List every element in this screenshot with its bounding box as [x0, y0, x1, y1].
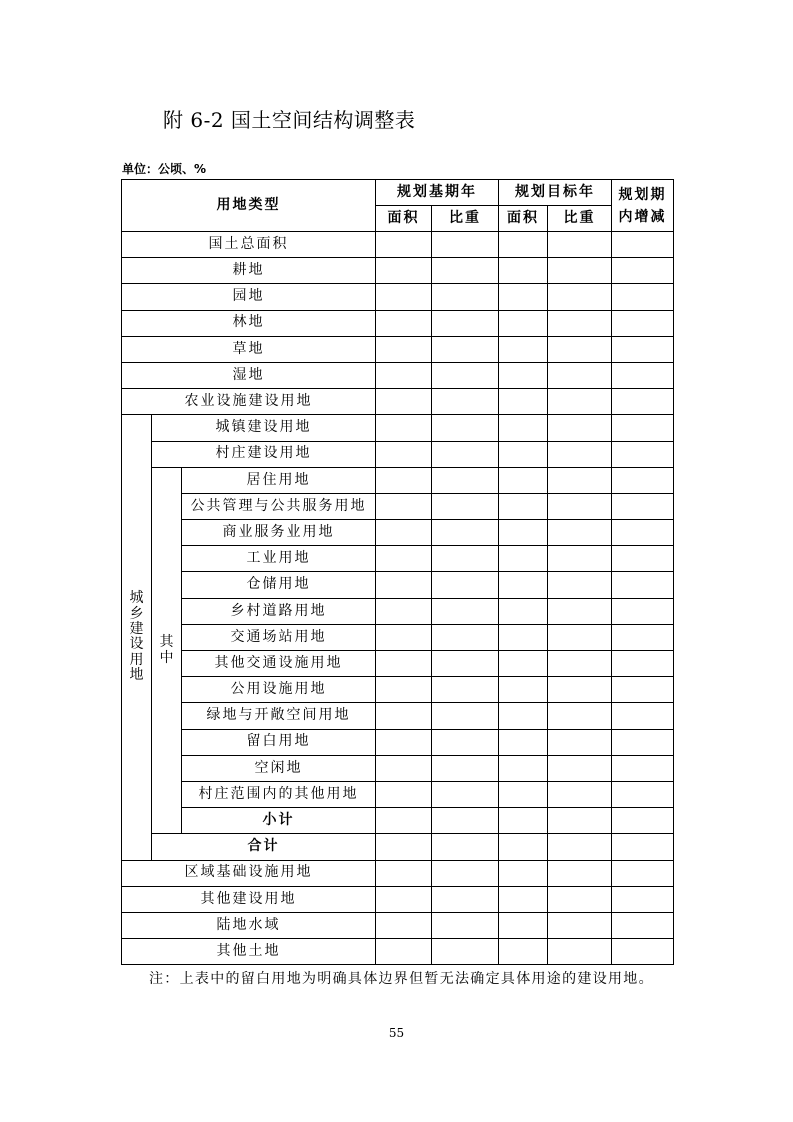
- value-cell: [499, 520, 548, 546]
- header-change-line1: 规划期: [618, 186, 667, 203]
- value-cell: [376, 441, 432, 467]
- header-target-ratio: 比重: [548, 206, 612, 232]
- value-cell: [432, 415, 499, 441]
- value-cell: [548, 651, 612, 677]
- value-cell: [612, 755, 674, 781]
- value-cell: [376, 336, 432, 362]
- value-cell: [376, 520, 432, 546]
- value-cell: [548, 598, 612, 624]
- value-cell: [376, 493, 432, 519]
- value-cell: [499, 651, 548, 677]
- value-cell: [432, 232, 499, 258]
- vertical-group-label: [122, 415, 152, 860]
- land-type-label: 国土总面积: [122, 232, 376, 258]
- table-row: [122, 729, 674, 755]
- value-cell: [376, 389, 432, 415]
- value-cell: [432, 781, 499, 807]
- value-cell: [432, 389, 499, 415]
- land-structure-table: [121, 179, 674, 965]
- land-type-label: 陆地水域: [122, 912, 376, 938]
- land-type-label: 耕地: [122, 258, 376, 284]
- value-cell: [499, 755, 548, 781]
- land-type-label: 留白用地: [182, 729, 376, 755]
- value-cell: [432, 624, 499, 650]
- value-cell: [548, 389, 612, 415]
- value-cell: [612, 624, 674, 650]
- value-cell: [612, 886, 674, 912]
- value-cell: [432, 912, 499, 938]
- value-cell: [376, 860, 432, 886]
- value-cell: [499, 232, 548, 258]
- value-cell: [432, 284, 499, 310]
- value-cell: [548, 624, 612, 650]
- table-row: [122, 284, 674, 310]
- land-type-label: 工业用地: [182, 546, 376, 572]
- value-cell: [376, 624, 432, 650]
- land-type-label: 小计: [182, 808, 376, 834]
- vertical-group-label: [152, 467, 182, 834]
- value-cell: [548, 362, 612, 388]
- table-row: [122, 232, 674, 258]
- value-cell: [376, 939, 432, 965]
- land-type-label: 商业服务业用地: [182, 520, 376, 546]
- value-cell: [499, 389, 548, 415]
- value-cell: [376, 781, 432, 807]
- land-type-label: 林地: [122, 310, 376, 336]
- table-row: [122, 572, 674, 598]
- value-cell: [432, 493, 499, 519]
- value-cell: [499, 258, 548, 284]
- value-cell: [376, 677, 432, 703]
- table-row: [122, 677, 674, 703]
- value-cell: [548, 232, 612, 258]
- land-type-label: 公共管理与公共服务用地: [182, 493, 376, 519]
- table-row: [122, 939, 674, 965]
- value-cell: [376, 415, 432, 441]
- value-cell: [376, 310, 432, 336]
- value-cell: [499, 572, 548, 598]
- table-row: [122, 336, 674, 362]
- header-row-1: [122, 180, 674, 206]
- table-note: 注：上表中的留白用地为明确具体边界但暂无法确定具体用途的建设用地。: [149, 971, 654, 987]
- value-cell: [612, 808, 674, 834]
- value-cell: [432, 703, 499, 729]
- value-cell: [376, 598, 432, 624]
- land-type-label: 村庄建设用地: [152, 441, 376, 467]
- value-cell: [612, 415, 674, 441]
- value-cell: [376, 362, 432, 388]
- value-cell: [432, 441, 499, 467]
- value-cell: [432, 310, 499, 336]
- land-type-label: 村庄范围内的其他用地: [182, 781, 376, 807]
- value-cell: [499, 860, 548, 886]
- page-number: 55: [388, 1026, 405, 1040]
- value-cell: [612, 912, 674, 938]
- value-cell: [548, 284, 612, 310]
- value-cell: [432, 572, 499, 598]
- value-cell: [376, 572, 432, 598]
- value-cell: [548, 493, 612, 519]
- value-cell: [548, 808, 612, 834]
- land-type-label: 合计: [152, 834, 376, 860]
- table-row: [122, 808, 674, 834]
- value-cell: [548, 546, 612, 572]
- value-cell: [548, 310, 612, 336]
- table-row: [122, 520, 674, 546]
- header-target-area: 面积: [499, 206, 548, 232]
- value-cell: [432, 336, 499, 362]
- value-cell: [499, 729, 548, 755]
- value-cell: [499, 336, 548, 362]
- value-cell: [612, 834, 674, 860]
- value-cell: [499, 912, 548, 938]
- value-cell: [499, 467, 548, 493]
- header-target-year: 规划目标年: [499, 180, 612, 206]
- table-row: [122, 912, 674, 938]
- page-title: 附 6-2 国土空间结构调整表: [163, 108, 416, 132]
- vertical-group-text: 城乡建设用地: [129, 590, 144, 684]
- value-cell: [432, 258, 499, 284]
- value-cell: [499, 886, 548, 912]
- value-cell: [548, 415, 612, 441]
- value-cell: [432, 362, 499, 388]
- value-cell: [499, 362, 548, 388]
- value-cell: [548, 336, 612, 362]
- value-cell: [612, 781, 674, 807]
- value-cell: [548, 860, 612, 886]
- value-cell: [612, 258, 674, 284]
- header-base-year: 规划基期年: [376, 180, 499, 206]
- table-row: [122, 703, 674, 729]
- table-row: [122, 362, 674, 388]
- header-change-line2: 内增减: [618, 208, 667, 225]
- value-cell: [376, 467, 432, 493]
- header-base-area: 面积: [376, 206, 432, 232]
- value-cell: [612, 598, 674, 624]
- land-type-label: 公用设施用地: [182, 677, 376, 703]
- value-cell: [548, 834, 612, 860]
- value-cell: [376, 232, 432, 258]
- land-type-label: 城镇建设用地: [152, 415, 376, 441]
- value-cell: [499, 415, 548, 441]
- value-cell: [499, 310, 548, 336]
- value-cell: [432, 755, 499, 781]
- value-cell: [432, 677, 499, 703]
- value-cell: [432, 651, 499, 677]
- value-cell: [376, 808, 432, 834]
- value-cell: [612, 939, 674, 965]
- table-row: [122, 310, 674, 336]
- value-cell: [376, 755, 432, 781]
- value-cell: [612, 232, 674, 258]
- land-type-label: 乡村道路用地: [182, 598, 376, 624]
- table-row: [122, 781, 674, 807]
- value-cell: [376, 284, 432, 310]
- value-cell: [548, 781, 612, 807]
- table-row: [122, 493, 674, 519]
- value-cell: [432, 729, 499, 755]
- value-cell: [499, 808, 548, 834]
- land-type-label: 空闲地: [182, 755, 376, 781]
- land-type-label: 交通场站用地: [182, 624, 376, 650]
- table-row: [122, 546, 674, 572]
- value-cell: [376, 703, 432, 729]
- value-cell: [548, 729, 612, 755]
- land-type-label: 湿地: [122, 362, 376, 388]
- value-cell: [499, 493, 548, 519]
- value-cell: [612, 310, 674, 336]
- value-cell: [612, 677, 674, 703]
- land-type-label: 绿地与开敞空间用地: [182, 703, 376, 729]
- land-type-label: 居住用地: [182, 467, 376, 493]
- value-cell: [548, 467, 612, 493]
- value-cell: [548, 703, 612, 729]
- value-cell: [612, 284, 674, 310]
- land-type-label: 其他建设用地: [122, 886, 376, 912]
- value-cell: [612, 520, 674, 546]
- value-cell: [612, 493, 674, 519]
- value-cell: [612, 441, 674, 467]
- table-row: [122, 441, 674, 467]
- value-cell: [612, 651, 674, 677]
- value-cell: [499, 781, 548, 807]
- value-cell: [432, 834, 499, 860]
- value-cell: [612, 546, 674, 572]
- value-cell: [432, 467, 499, 493]
- value-cell: [612, 860, 674, 886]
- value-cell: [612, 729, 674, 755]
- value-cell: [548, 441, 612, 467]
- table-row: [122, 651, 674, 677]
- value-cell: [548, 939, 612, 965]
- value-cell: [432, 520, 499, 546]
- value-cell: [548, 572, 612, 598]
- header-land-type: 用地类型: [122, 180, 376, 232]
- table-row: [122, 258, 674, 284]
- land-type-label: 园地: [122, 284, 376, 310]
- land-type-label: 其他土地: [122, 939, 376, 965]
- value-cell: [376, 258, 432, 284]
- header-base-ratio: 比重: [432, 206, 499, 232]
- value-cell: [548, 886, 612, 912]
- table-row: [122, 598, 674, 624]
- value-cell: [499, 598, 548, 624]
- land-type-label: 草地: [122, 336, 376, 362]
- value-cell: [499, 624, 548, 650]
- value-cell: [499, 546, 548, 572]
- table-row: [122, 624, 674, 650]
- table-row: [122, 389, 674, 415]
- value-cell: [612, 703, 674, 729]
- header-change: [612, 180, 674, 232]
- value-cell: [548, 912, 612, 938]
- value-cell: [612, 362, 674, 388]
- value-cell: [548, 258, 612, 284]
- table-row: [122, 755, 674, 781]
- land-type-label: 其他交通设施用地: [182, 651, 376, 677]
- value-cell: [376, 546, 432, 572]
- value-cell: [499, 677, 548, 703]
- value-cell: [499, 834, 548, 860]
- value-cell: [499, 703, 548, 729]
- value-cell: [432, 939, 499, 965]
- value-cell: [376, 886, 432, 912]
- value-cell: [432, 598, 499, 624]
- value-cell: [499, 284, 548, 310]
- value-cell: [499, 441, 548, 467]
- value-cell: [612, 572, 674, 598]
- value-cell: [432, 886, 499, 912]
- land-type-label: 农业设施建设用地: [122, 389, 376, 415]
- value-cell: [612, 336, 674, 362]
- value-cell: [376, 912, 432, 938]
- value-cell: [612, 467, 674, 493]
- land-type-label: 仓储用地: [182, 572, 376, 598]
- table-row: [122, 860, 674, 886]
- vertical-group-text: 其中: [159, 634, 174, 666]
- table-row: [122, 467, 674, 493]
- value-cell: [432, 546, 499, 572]
- unit-label: 单位：公顷、%: [122, 162, 207, 176]
- value-cell: [432, 808, 499, 834]
- value-cell: [612, 389, 674, 415]
- value-cell: [376, 651, 432, 677]
- table-row: [122, 834, 674, 860]
- value-cell: [376, 834, 432, 860]
- value-cell: [548, 755, 612, 781]
- value-cell: [376, 729, 432, 755]
- land-type-label: 区域基础设施用地: [122, 860, 376, 886]
- value-cell: [548, 677, 612, 703]
- value-cell: [499, 939, 548, 965]
- table-row: [122, 415, 674, 441]
- value-cell: [548, 520, 612, 546]
- table-row: [122, 886, 674, 912]
- value-cell: [432, 860, 499, 886]
